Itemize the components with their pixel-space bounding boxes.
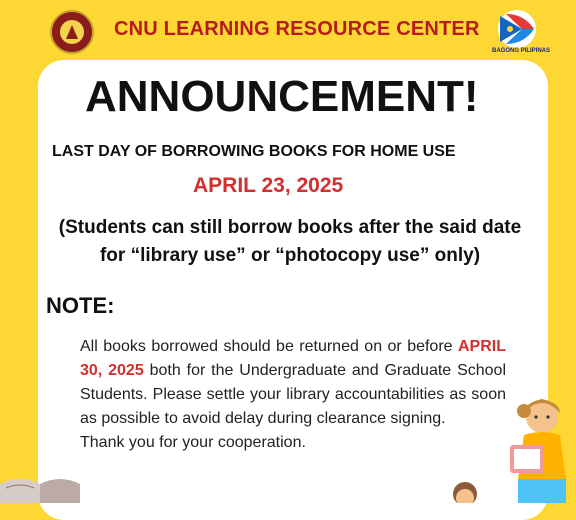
bagong-pilipinas-text: BAGONG PILIPINAS [492, 48, 551, 54]
bagong-pilipinas-logo-icon [492, 8, 551, 60]
university-seal-icon [50, 10, 94, 54]
note-body [80, 335, 506, 455]
announcement-subheading: LAST DAY OF BORROWING BOOKS FOR HOME USE [52, 143, 456, 160]
announcement-headline: ANNOUNCEMENT! [85, 72, 479, 121]
child-illustration-icon [440, 478, 490, 503]
header-bar [0, 0, 576, 62]
closing-thanks: Thank you for your cooperation. [80, 434, 306, 451]
library-use-note: (Students can still borrow books after the said date for “library use” or “photocopy use” only) [58, 217, 522, 266]
note-text-before: All books borrowed should be returned on or before [80, 338, 458, 355]
center-title: CNU LEARNING RESOURCE CENTER [114, 18, 480, 40]
open-book-illustration-icon [0, 470, 80, 503]
last-borrow-date: APRIL 23, 2025 [193, 174, 344, 197]
return-deadline-date: APRIL 30, 2025 [80, 338, 506, 379]
reading-girl-illustration-icon [500, 395, 576, 503]
note-paragraph [80, 335, 506, 431]
note-text-after: both for the Undergraduate and Graduate School Students. Please settle your library accountabilities as soon as possible to avoid delay during clearance signing. [80, 362, 506, 427]
note-label: NOTE: [46, 293, 115, 318]
